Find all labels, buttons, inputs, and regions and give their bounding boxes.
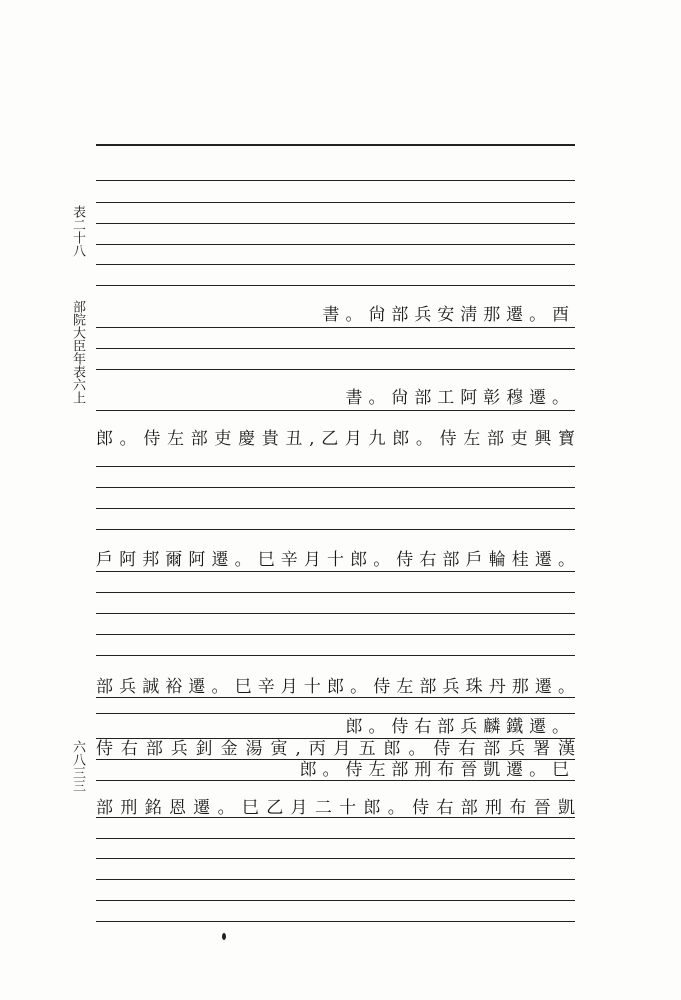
- table-rule: [96, 592, 575, 593]
- entry-line: 郎。侍左部刑布晉凱遷。巳: [299, 760, 575, 780]
- table-rule: [96, 487, 575, 488]
- table-rule: [96, 508, 575, 509]
- table-rule: [96, 858, 575, 859]
- table-rule: [96, 900, 575, 901]
- margin-section-label: 表二十八: [70, 205, 85, 257]
- entry-line: 書。尙部兵安淸那遷。酉: [322, 305, 575, 325]
- entry-line: 侍右部兵釗金湯寅,丙月五郎。侍右部兵署漢: [96, 739, 575, 759]
- table-rule: [96, 921, 575, 922]
- margin-page-number: 六八三三: [70, 740, 85, 792]
- table-rule: [96, 348, 575, 349]
- margin-title: 部院大臣年表六上: [70, 300, 85, 404]
- table-rule: [96, 613, 575, 614]
- table-rule: [96, 144, 575, 146]
- table-rule: [96, 571, 575, 572]
- table-rule: [96, 223, 575, 224]
- table-rule: [96, 655, 575, 656]
- table-rule: [96, 634, 575, 635]
- ink-mark: [222, 933, 226, 940]
- entry-line: 戶阿邦爾阿遷。巳辛月十郎。侍右部戶輪桂遷。: [96, 550, 575, 570]
- table-rule: [96, 264, 575, 265]
- table-rule: [96, 879, 575, 880]
- table-rule: [96, 327, 575, 328]
- table-rule: [96, 466, 575, 467]
- entry-line: 郎。侍右部兵麟鐵遷。: [345, 717, 575, 737]
- table-rule: [96, 369, 575, 370]
- entry-line: 部刑銘恩遷。巳乙月二十郎。侍右部刑布晉凱: [96, 798, 575, 818]
- entry-line: 郎。侍左部吏慶貴丑,乙月九郎。侍左部吏興寶: [96, 429, 575, 449]
- entry-line: 書。尙部工阿彰穆遷。: [345, 388, 575, 408]
- table-rule: [96, 202, 575, 203]
- table-rule: [96, 529, 575, 530]
- table-rule: [96, 180, 575, 181]
- entry-line: 部兵誠裕遷。巳辛月十郎。侍左部兵珠丹那遷。: [96, 677, 575, 697]
- table-rule: [96, 244, 575, 245]
- table-rule: [96, 713, 575, 714]
- table-rule: [96, 838, 575, 839]
- table-rule: [96, 410, 575, 411]
- table-rule: [96, 285, 575, 286]
